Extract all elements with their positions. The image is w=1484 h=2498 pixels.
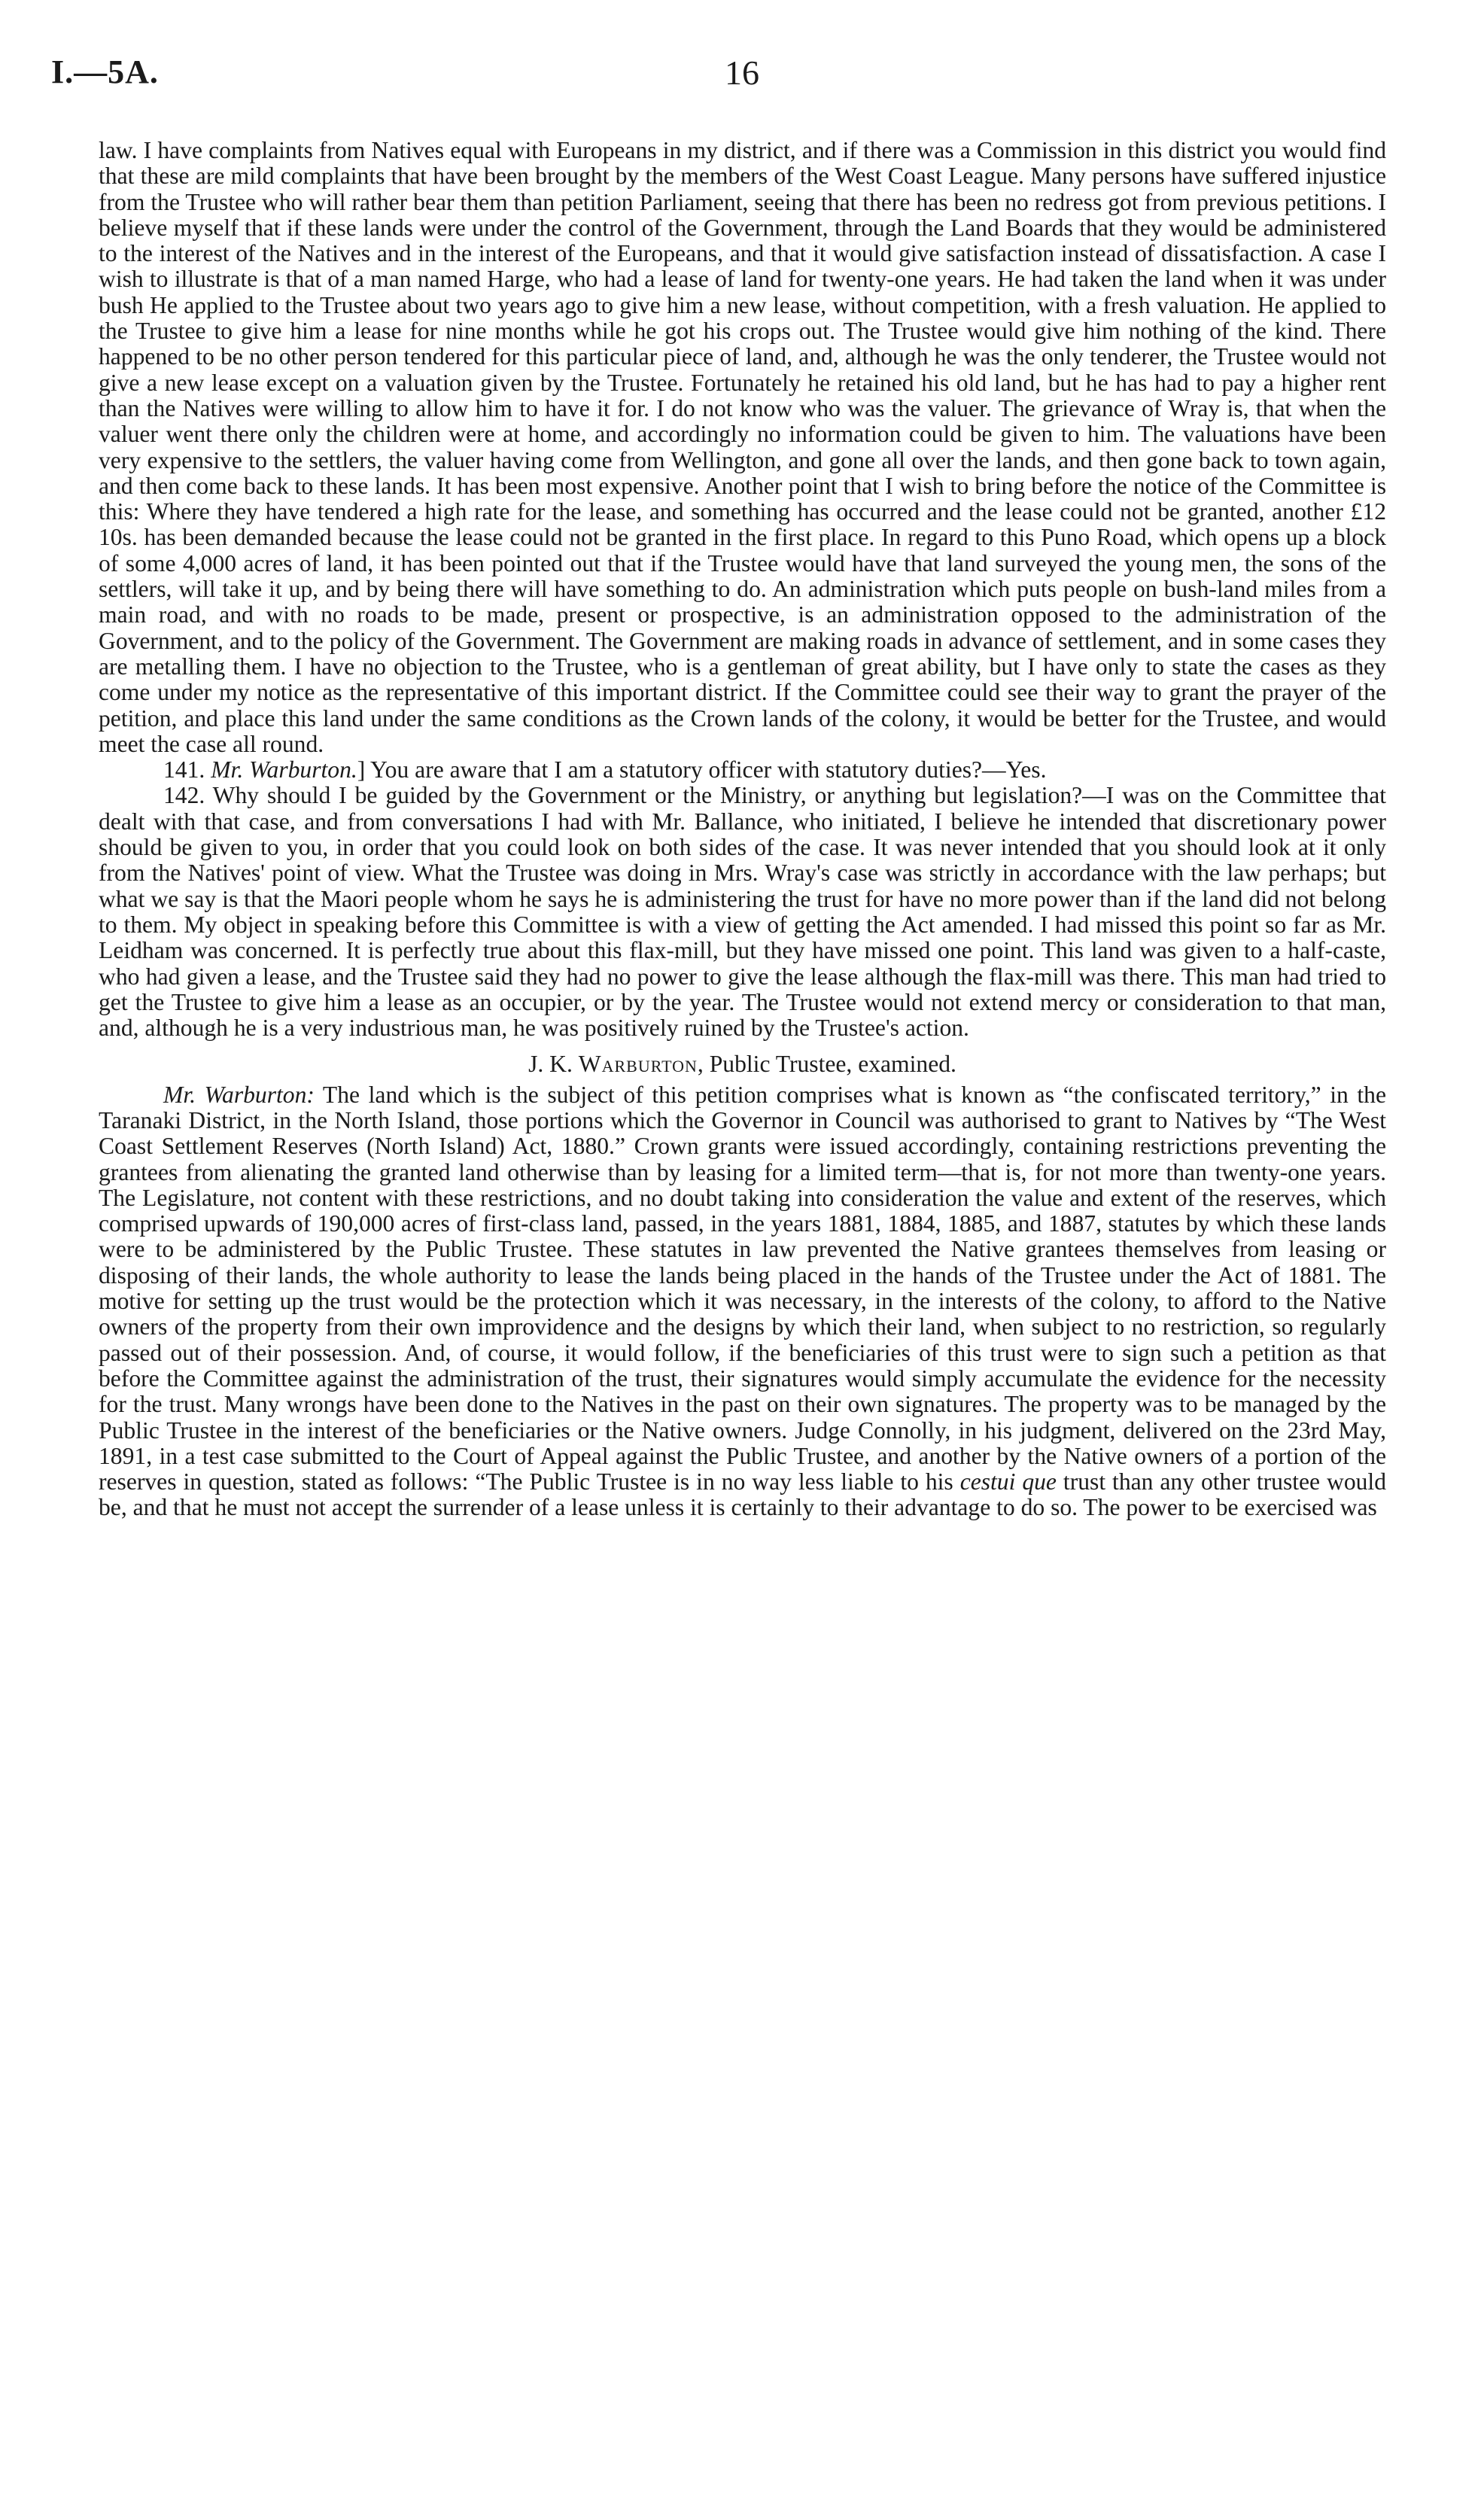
heading-initials: J. K. [528, 1051, 573, 1078]
question-number: 142. [163, 782, 205, 809]
question-number: 141. [163, 756, 205, 783]
question-text: ] You are aware that I am a statutory officer with statutory duties?—Yes. [357, 756, 1047, 783]
section-heading [99, 1051, 1386, 1077]
statement-text-end: trust than any other trustee would be, and that he must not accept the surrender of a lease unless it is certainly to their advantage to do so. The power to be exercised was [99, 1468, 1387, 1521]
paragraph-continued: law. I have complaints from Natives equal with Europeans in my district, and if there was a Commission in this district you would find that these are mild complaints that have been brought by the members of the West Coast League. Many persons have suffered injustice from the Trustee who will rather bear them than petition Parliament, seeing that there has been no redress got from previous petitions. I believe myself that if these lands were under the control of the Government, through the Land Boards that they would be administered to the interest of the Natives and in the interest of the Europeans, and that it would give satisfaction instead of dissatisfaction. A case I wish to illustrate is that of a man named Harge, who had a lease of land for twenty-one years. He had taken the land when it was under bush He applied to the Trustee about two years ago to give him a new lease, without competition, with a fresh valuation. He applied to the Trustee to give him a lease for nine months while he got his crops out. The Trustee would give him nothing of the kind. There happened to be no other person tendered for this particular piece of land, and, although he was the only tenderer, the Trustee would not give a new lease except on a valuation given by the Trustee. Fortunately he retained his old land, but he has had to pay a higher rent than the Natives were willing to allow him to have it for. I do not know who was the valuer. The grievance of Wray is, that when the valuer went there only the children were at home, and accordingly no information could be given to him. The valuations have been very expensive to the settlers, the valuer having come from Wellington, and gone all over the lands, and then gone back to town again, and then come back to these lands. It has been most expensive. Another point that I wish to bring before the notice of the Committee is this: Where they have tendered a high rate for the lease, and something has occurred and the lease could not be granted, another £12 10s. has been demanded because the lease could not be granted in the first place. In regard to this Puno Road, which opens up a block of some 4,000 acres of land, it has been pointed out that if the Trustee would have that land surveyed the young men, the sons of the settlers, will take it up, and by being there will have something to do. An administration which puts people on bush-land miles from a main road, and with no roads to be made, present or prospective, is an administration opposed to the administration of the Government, and to the policy of the Government. The Government are making roads in advance of settlement, and in some cases they are metalling them. I have no objection to the Trustee, who is a gentleman of great ability, but I have only to state the cases as they come under my notice as the representative of this important district. If the Committee could see their way to grant the prayer of the petition, and place this land under the same conditions as the Crown lands of the colony, it would be better for the Trustee, and would meet the case all round. [99, 137, 1386, 757]
heading-rest: , Public Trustee, examined. [697, 1051, 956, 1078]
statement-text: The land which is the subject of this petition comprises what is known as “the confiscated territory,” in the Taranaki District, in the North Island, those portions which the Governor in Council was authorised to grant to Natives by “The West Coast Settlement Reserves (North Island) Act, 1880.” Crown grants were issued accordingly, containing restrictions preventing the grantees from alienating the granted land otherwise than by leasing for a limited term—that is, for not more than twenty-one years. The Legislature, not content with these restrictions, and no doubt taking into consideration the value and extent of the reserves, which comprised upwards of 190,000 acres of first-class land, passed, in the years 1881, 1884, 1885, and 1887, statutes by which these lands were to be administered by the Public Trustee. These statutes in law prevented the Native grantees themselves from leasing or disposing of their lands, the whole authority to lease the lands being placed in the hands of the Trustee under the Act of 1881. The motive for setting up the trust would be the protection which it was necessary, in the interests of the colony, to afford to the Native owners of the property from their own improvidence and the designs by which their land, when subject to no restriction, so regularly passed out of their possession. And, of course, it would follow, if the beneficiaries of this trust were to sign such a petition as that before the Committee against the administration of the trust, their signatures would simply accumulate the evidence for the necessity for the trust. Many wrongs have been done to the Natives in the past on their own signatures. The property was to be managed by the Public Trustee in the interest of the beneficiaries or the Native owners. Judge Connolly, in his judgment, delivered on the 23rd May, 1891, in a test case submitted to the Court of Appeal against the Public Trustee, and another by the Native owners of a portion of the reserves in question, stated as follows: “The Public Trustee is in no way less liable to his [99, 1081, 1387, 1495]
speaker-name: Mr. Warburton. [211, 756, 357, 783]
page-header [51, 53, 1433, 105]
question-142 [99, 783, 1386, 1041]
page-number: 16 [725, 53, 759, 92]
latin-term: cestui que [959, 1468, 1057, 1495]
warburton-statement [99, 1082, 1386, 1521]
question-text: Why should I be guided by the Government or the Ministry, or anything but legislation?—I was on the Committee that dealt with that case, and from conversations I had with Mr. Ballance, who initiated, I believe he intended that discretionary power should be given to you, in order that you could look on both sides of the case. It was never intended that you should look at it only from the Natives' point of view. What the Trustee was doing in Mrs. Wray's case was strictly in accordance with the law perhaps; but what we say is that the Maori people whom he says he is administering the trust for have no more power than if the land did not belong to them. My object in speaking before this Committee is with a view of getting the Act amended. I had missed this point so far as Mr. Leidham was concerned. It is perfectly true about this flax-mill, but they have missed one point. This land was given to a half-caste, who had given a lease, and the Trustee said they had no power to give the lease although the flax-mill was there. This man had tried to get the Trustee to give him a lease as an occupier, or by the year. The Trustee would not extend mercy or consideration to that man, and, although he is a very industrious man, he was positively ruined by the Trustee's action. [99, 782, 1387, 1042]
speaker-name: Mr. Warburton: [163, 1081, 315, 1108]
document-reference: I.—5A. [51, 53, 159, 90]
question-141 [99, 757, 1386, 783]
heading-name: Warburton [578, 1051, 698, 1078]
page-body [99, 138, 1386, 1521]
